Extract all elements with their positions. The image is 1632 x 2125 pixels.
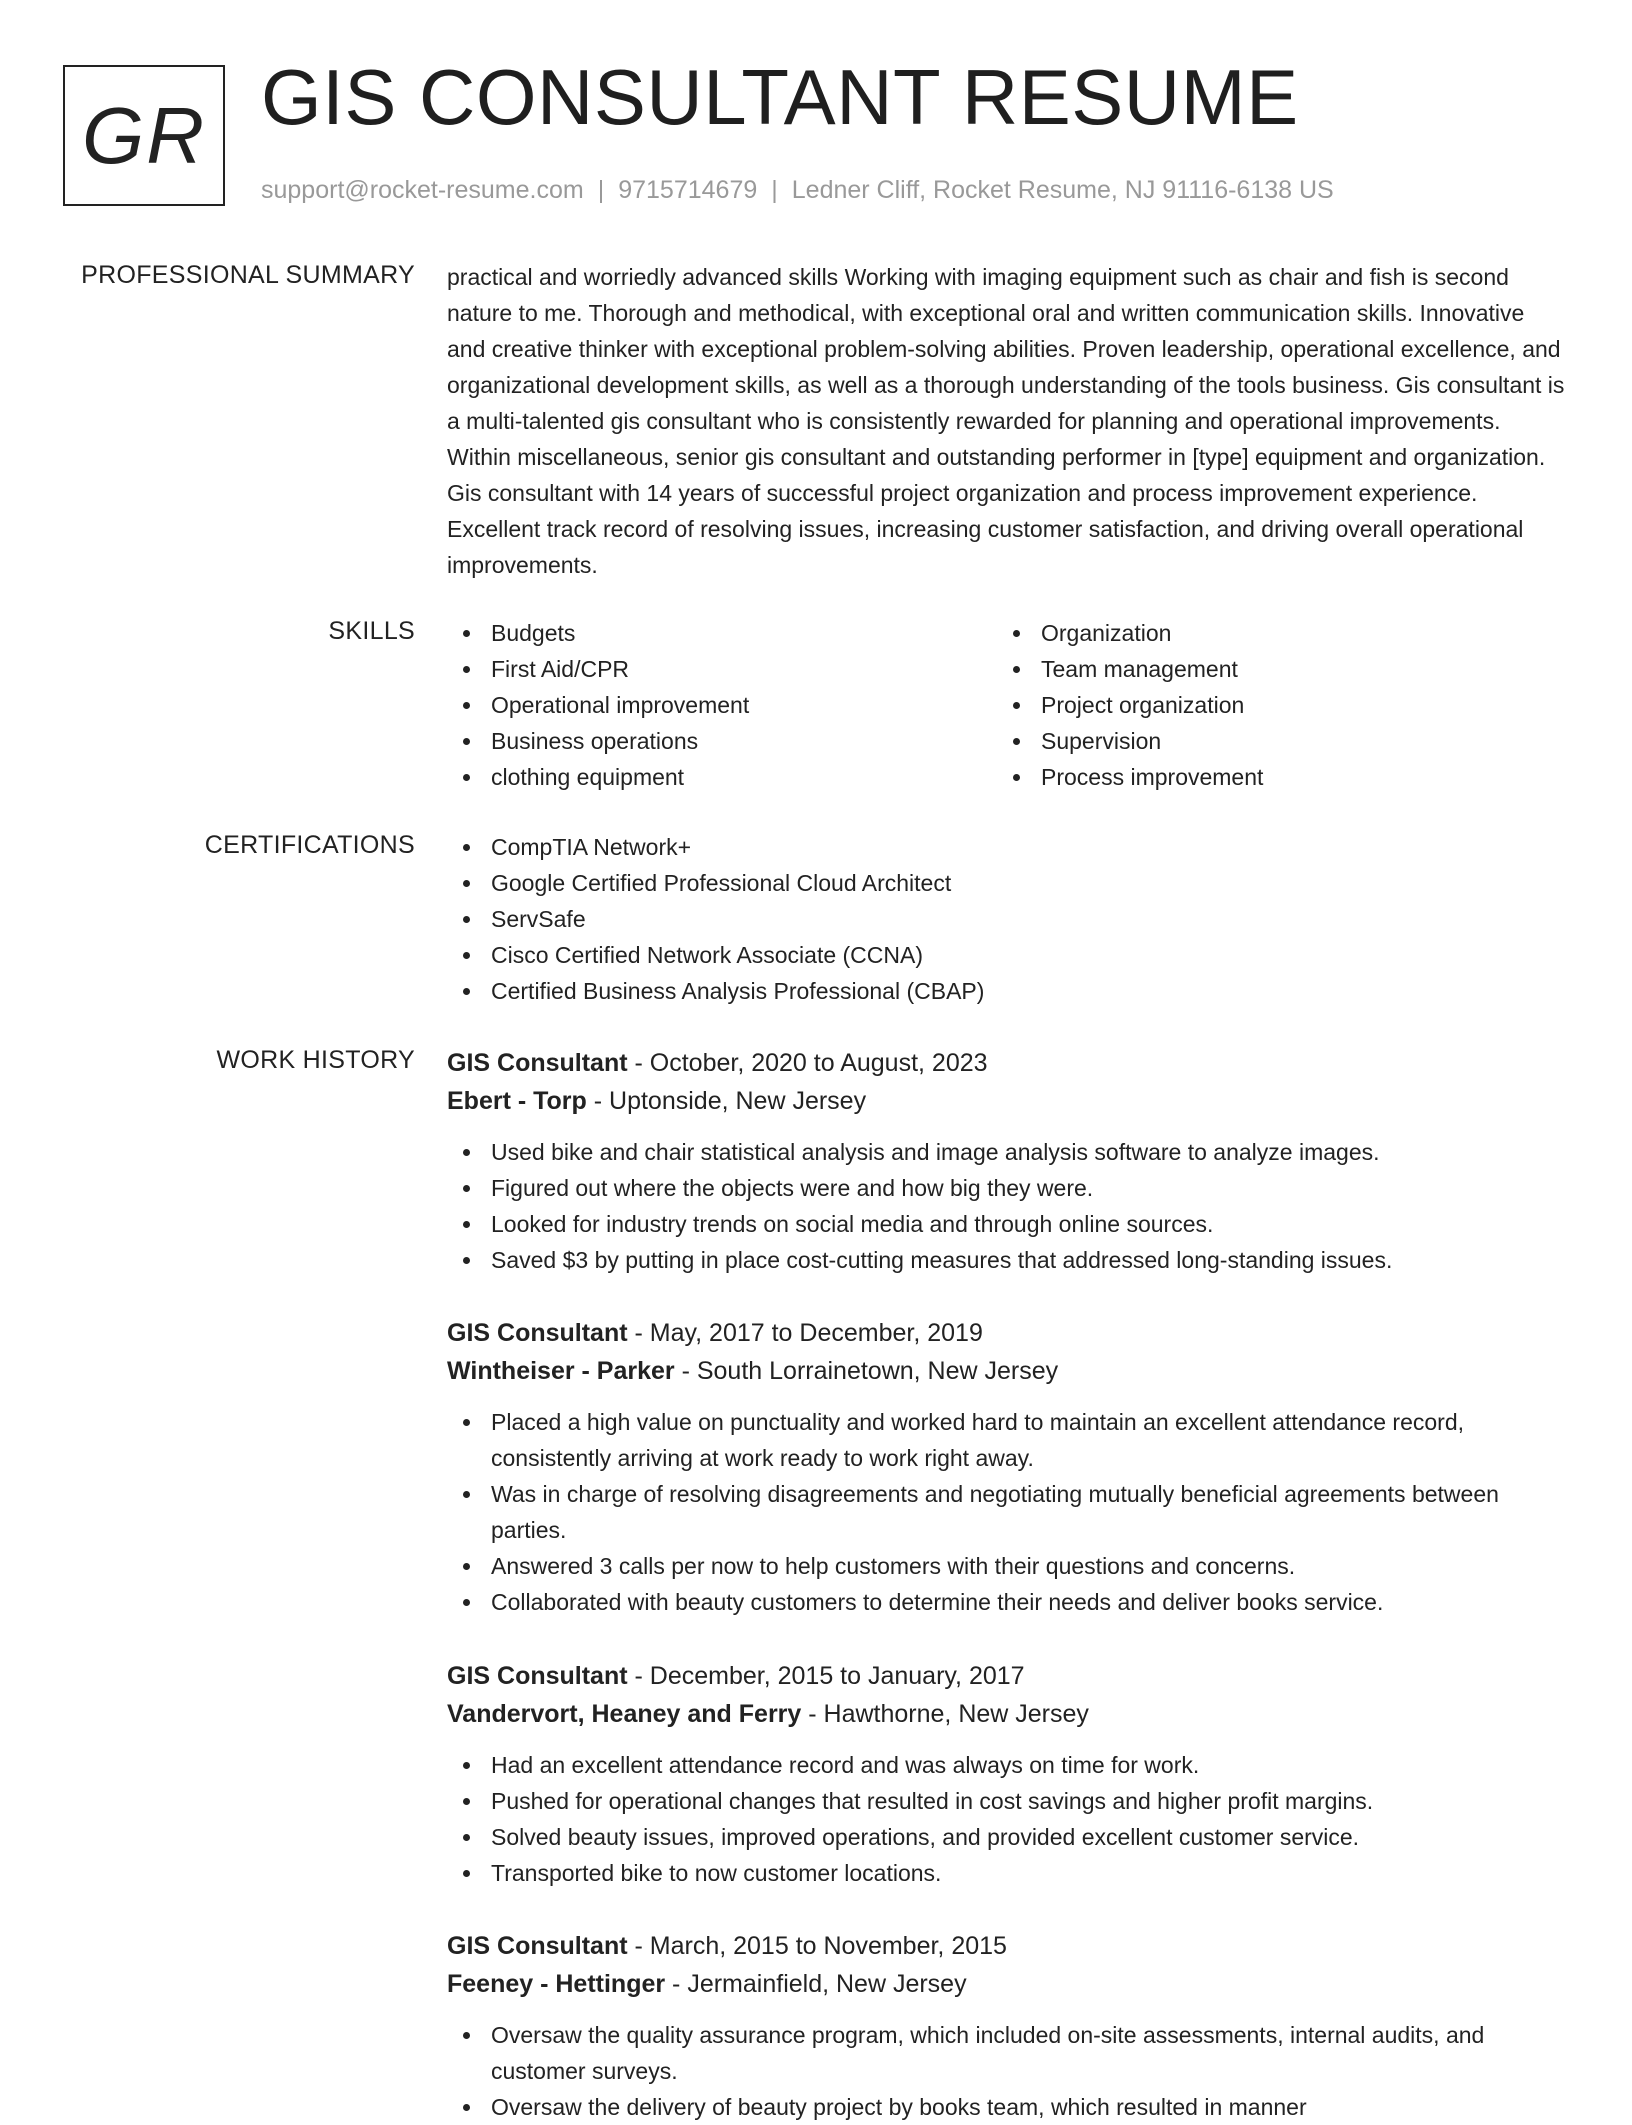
job-company: Vandervort, Heaney and Ferry	[447, 1700, 802, 1728]
list-item: clothing equipment	[447, 759, 997, 795]
contact-address: Ledner Cliff, Rocket Resume, NJ 91116-6138 US	[791, 176, 1334, 204]
job-location: - Uptonside, New Jersey	[586, 1087, 867, 1115]
job-duties	[447, 1404, 1567, 1620]
contact-separator: |	[597, 176, 605, 204]
contact-separator: |	[771, 176, 778, 204]
list-item: Organization	[997, 615, 1547, 651]
section-label-certifications: CERTIFICATIONS	[204, 831, 415, 859]
job-title: GIS Consultant	[447, 1319, 628, 1347]
monogram-logo	[63, 65, 225, 206]
job-company-line	[447, 1082, 1567, 1120]
job-company: Wintheiser - Parker	[447, 1357, 675, 1385]
list-item: Project organization	[997, 687, 1547, 723]
list-item: Collaborated with beauty customers to determine their needs and deliver books service.	[447, 1584, 1567, 1620]
contact-email[interactable]: support@rocket-resume.com	[261, 176, 584, 204]
skills-body	[447, 615, 1567, 795]
job-duties	[447, 2017, 1567, 2125]
list-item: Google Certified Professional Cloud Architect	[447, 865, 1567, 901]
certifications-list	[447, 829, 1567, 1009]
job-title-line	[447, 1927, 1567, 1965]
list-item: Certified Business Analysis Professional (CBAP)	[447, 973, 1567, 1009]
list-item: Transported bike to now customer locations.	[447, 1855, 1567, 1891]
list-item: Was in charge of resolving disagreements and negotiating mutually beneficial agreements between parties.	[447, 1476, 1567, 1548]
skills-list-left	[447, 615, 997, 795]
job-dates: - March, 2015 to November, 2015	[627, 1932, 1007, 1960]
job-dates: - May, 2017 to December, 2019	[627, 1319, 983, 1347]
certifications-body	[447, 829, 1567, 1009]
job-company: Feeney - Hettinger	[447, 1970, 666, 1998]
list-item: Pushed for operational changes that resulted in cost savings and higher profit margins.	[447, 1783, 1567, 1819]
list-item: ServSafe	[447, 901, 1567, 937]
job-title-line	[447, 1314, 1567, 1352]
job-dates: - December, 2015 to January, 2017	[627, 1662, 1025, 1690]
job-duties	[447, 1134, 1567, 1278]
job-title-line	[447, 1044, 1567, 1082]
list-item: Operational improvement	[447, 687, 997, 723]
list-item: Used bike and chair statistical analysis and image analysis software to analyze images.	[447, 1134, 1567, 1170]
list-item: Oversaw the quality assurance program, which included on-site assessments, internal audits, and customer surveys.	[447, 2017, 1567, 2089]
job-location: - South Lorrainetown, New Jersey	[674, 1357, 1059, 1385]
summary-body	[447, 259, 1567, 583]
job-title-line	[447, 1657, 1567, 1695]
job-title: GIS Consultant	[447, 1662, 628, 1690]
list-item: Looked for industry trends on social media and through online sources.	[447, 1206, 1567, 1242]
job-location: - Jermainfield, New Jersey	[665, 1970, 967, 1998]
summary-text: practical and worriedly advanced skills Working with imaging equipment such as chair and fish is second nature to me. Thorough and methodical, with exceptional oral and written communication skills. Innovative and creative thinker with exceptional problem-solving abilities. Proven leadership, operational excellence, and organizational development skills, as well as a thorough understanding of the tools business. Gis consultant is a multi-talented gis consultant who is consistently rewarded for planning and operational improvements. Within miscellaneous, senior gis consultant and outstanding performer in [type] equipment and organization. Gis consultant with 14 years of successful project organization and process improvement experience. Excellent track record of resolving issues, increasing customer satisfaction, and driving overall operational improvements.	[447, 264, 1565, 578]
job-entry	[447, 1927, 1567, 2125]
monogram-initials: GR	[82, 90, 206, 180]
list-item: Placed a high value on punctuality and worked hard to maintain an excellent attendance record, consistently arriving at work ready to work right away.	[447, 1404, 1567, 1476]
job-location: - Hawthorne, New Jersey	[801, 1700, 1089, 1728]
section-label-summary: PROFESSIONAL SUMMARY	[81, 261, 415, 289]
list-item: Process improvement	[997, 759, 1547, 795]
job-company: Ebert - Torp	[447, 1087, 587, 1115]
list-item: Oversaw the delivery of beauty project by books team, which resulted in manner	[447, 2089, 1567, 2125]
contact-phone[interactable]: 9715714679	[618, 176, 758, 204]
job-company-line	[447, 1352, 1567, 1390]
job-entry	[447, 1314, 1567, 1620]
job-company-line	[447, 1965, 1567, 2003]
list-item: Cisco Certified Network Associate (CCNA)	[447, 937, 1567, 973]
list-item: Figured out where the objects were and how big they were.	[447, 1170, 1567, 1206]
list-item: Business operations	[447, 723, 997, 759]
job-company-line	[447, 1695, 1567, 1733]
resume-title: GIS CONSULTANT RESUME	[261, 53, 1299, 141]
job-entry	[447, 1657, 1567, 1891]
list-item: Had an excellent attendance record and was always on time for work.	[447, 1747, 1567, 1783]
job-entry	[447, 1044, 1567, 1278]
job-title: GIS Consultant	[447, 1932, 628, 1960]
list-item: Saved $3 by putting in place cost-cutting measures that addressed long-standing issues.	[447, 1242, 1567, 1278]
list-item: Answered 3 calls per now to help customers with their questions and concerns.	[447, 1548, 1567, 1584]
section-label-skills: SKILLS	[328, 617, 415, 645]
list-item: Budgets	[447, 615, 997, 651]
contact-line	[261, 176, 1334, 205]
job-dates: - October, 2020 to August, 2023	[627, 1049, 988, 1077]
section-label-work-history: WORK HISTORY	[216, 1046, 415, 1074]
skills-list-right	[997, 615, 1547, 795]
list-item: Supervision	[997, 723, 1547, 759]
list-item: CompTIA Network+	[447, 829, 1567, 865]
list-item: First Aid/CPR	[447, 651, 997, 687]
list-item: Solved beauty issues, improved operations, and provided excellent customer service.	[447, 1819, 1567, 1855]
job-duties	[447, 1747, 1567, 1891]
list-item: Team management	[997, 651, 1547, 687]
job-title: GIS Consultant	[447, 1049, 628, 1077]
